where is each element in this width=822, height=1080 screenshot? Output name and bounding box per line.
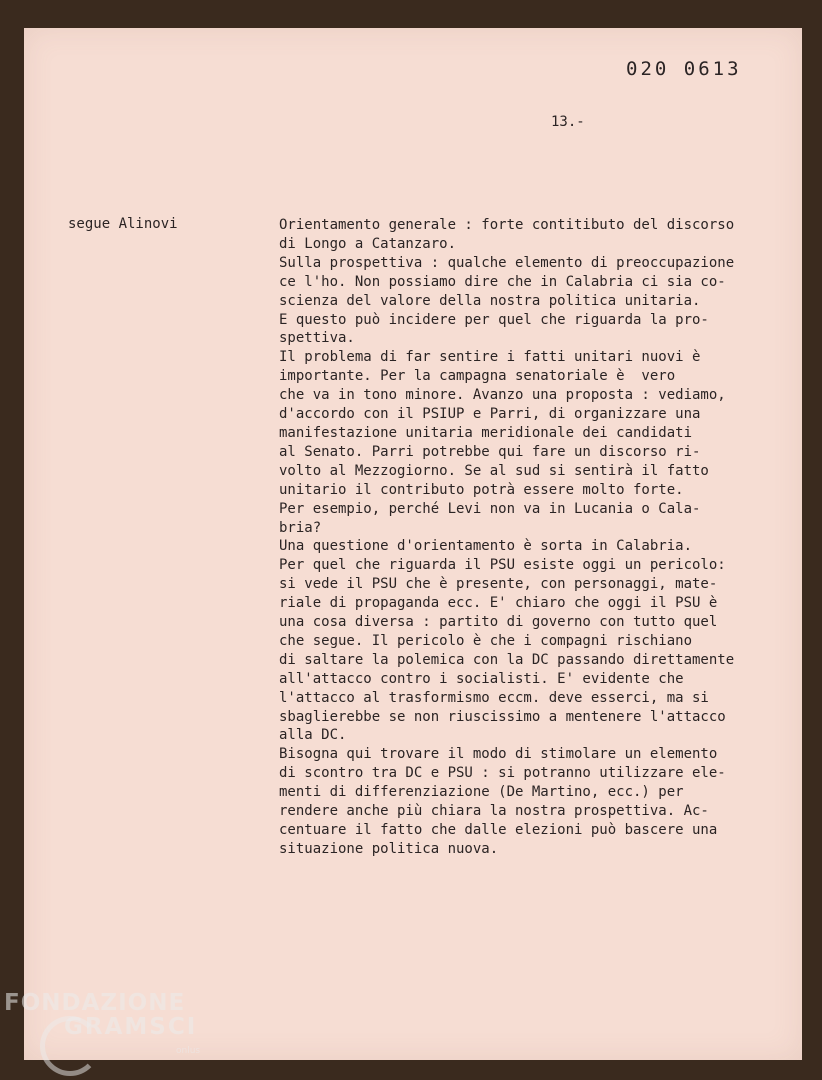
text-line: Una questione d'orientamento è sorta in Calabria.	[279, 538, 693, 555]
text-line: Orientamento generale : forte contitibuto del discorso	[279, 217, 735, 233]
watermark-logo	[4, 990, 201, 1056]
text-line: al Senato. Parri potrebbe qui fare un discorso ri-	[279, 443, 701, 460]
text-line: spettiva.	[279, 330, 355, 347]
body-text	[279, 216, 799, 859]
text-line: l'attacco al trasformismo eccm. deve esserci, ma si	[279, 689, 709, 706]
text-line: d'accordo con il PSIUP e Parri, di organizzare una	[279, 406, 701, 423]
speaker-label: segue Alinovi	[68, 216, 178, 232]
text-line: Per quel che riguarda il PSU esiste oggi un pericolo:	[279, 557, 726, 574]
text-line: situazione politica nuova.	[279, 840, 499, 857]
watermark-line1: FONDAZIONE	[4, 990, 186, 1016]
watermark-g-icon	[40, 1016, 100, 1076]
watermark-line2: GRAMSCI	[64, 1014, 198, 1040]
text-line: Sulla prospettiva : qualche elemento di preoccupazione	[279, 254, 735, 271]
text-line: manifestazione unitaria meridionale dei candidati	[279, 424, 693, 441]
text-line: Per esempio, perché Levi non va in Lucania o Cala-	[279, 500, 701, 517]
text-line: volto al Mezzogiorno. Se al sud si sentirà il fatto	[279, 462, 709, 479]
text-line: scienza del valore della nostra politica unitaria.	[279, 292, 701, 309]
page-number: 13.-	[551, 114, 585, 130]
archive-code: 020 0613	[626, 58, 742, 80]
text-line: che segue. Il pericolo è che i compagni rischiano	[279, 632, 693, 649]
text-line: Bisogna qui trovare il modo di stimolare un elemento	[279, 746, 718, 763]
text-line: si vede il PSU che è presente, con personaggi, mate-	[279, 576, 718, 593]
text-line: Il problema di far sentire i fatti unitari nuovi è	[279, 349, 701, 366]
text-line: alla DC.	[279, 727, 347, 744]
text-line: unitario il contributo potrà essere molto forte.	[279, 481, 684, 498]
text-line: ce l'ho. Non possiamo dire che in Calabria ci sia co-	[279, 273, 726, 290]
text-line: importante. Per la campagna senatoriale è vero	[279, 368, 676, 385]
text-line: centuare il fatto che dalle elezioni può bascere una	[279, 822, 718, 838]
text-line: una cosa diversa : partito di governo con tutto quel	[279, 614, 718, 631]
text-line: bria?	[279, 519, 322, 536]
text-line: all'attacco contro i socialisti. E' evidente che	[279, 670, 684, 687]
watermark-suffix: onlus	[176, 1046, 201, 1056]
text-line: menti di differenziazione (De Martino, ecc.) per	[279, 784, 684, 801]
text-line: di scontro tra DC e PSU : si potranno utilizzare ele-	[279, 765, 726, 782]
text-line: rendere anche più chiara la nostra prospettiva. Ac-	[279, 803, 709, 820]
text-line: che va in tono minore. Avanzo una proposta : vediamo,	[279, 387, 726, 404]
document-page	[24, 28, 802, 1060]
text-line: sbaglierebbe se non riuscissimo a mentenere l'attacco	[279, 708, 726, 725]
text-line: di saltare la polemica con la DC passando direttamente	[279, 651, 735, 668]
text-line: di Longo a Catanzaro.	[279, 235, 457, 252]
text-line: E questo può incidere per quel che riguarda la pro-	[279, 311, 709, 328]
text-line: riale di propaganda ecc. E' chiaro che oggi il PSU è	[279, 595, 718, 612]
bleed-through-text	[104, 186, 112, 200]
